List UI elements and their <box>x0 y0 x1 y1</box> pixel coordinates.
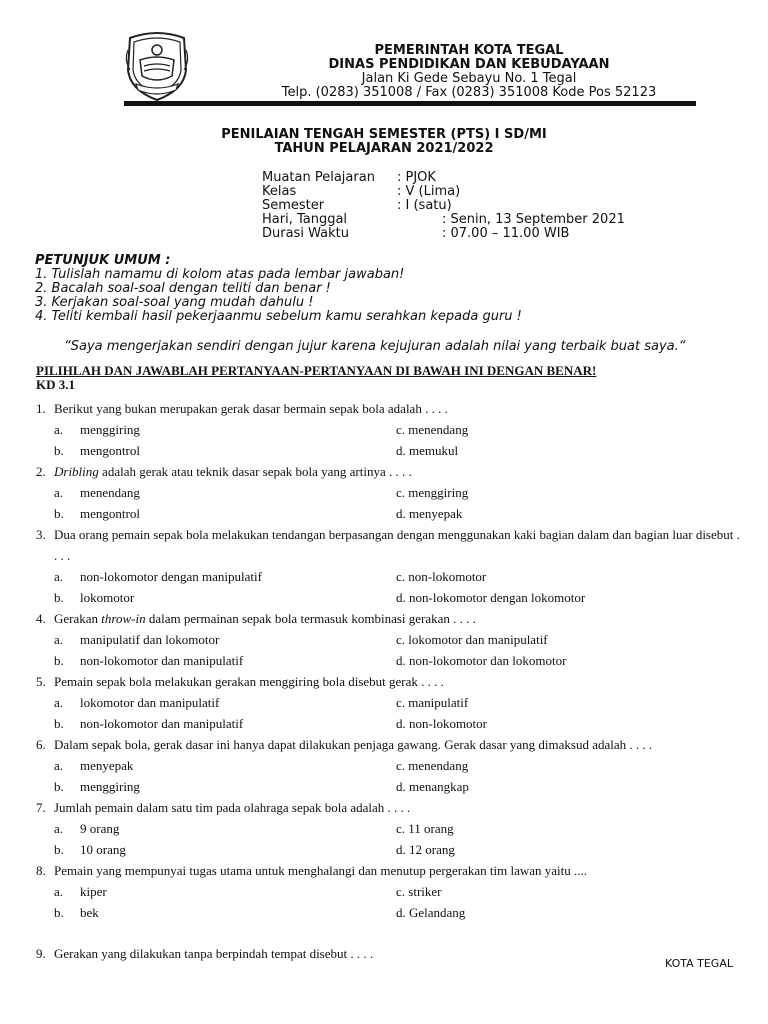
letterhead <box>200 44 738 100</box>
question-term: throw-in <box>101 611 146 626</box>
kd-label: KD 3.1 <box>36 377 75 392</box>
question-item <box>36 797 742 860</box>
question-item <box>36 524 742 608</box>
question-text <box>36 734 742 755</box>
option-c[interactable]: c. lokomotor dan manipulatif <box>396 632 548 647</box>
option-row <box>36 419 742 440</box>
info-value: : I (satu) <box>397 198 452 213</box>
letterhead-department: DINAS PENDIDIKAN DAN KEBUDAYAAN <box>328 57 610 72</box>
letterhead-divider <box>124 101 696 106</box>
option-d[interactable]: d. Gelandang <box>396 905 466 920</box>
info-value: : PJOK <box>397 170 436 185</box>
question-item <box>36 671 742 734</box>
section-instruction: PILIHLAH DAN JAWABLAH PERTANYAAN-PERTANYAAN DI BAWAH INI DENGAN BENAR! <box>36 363 597 378</box>
question-text <box>36 461 742 482</box>
question-number: 8. <box>36 863 46 878</box>
option-row <box>36 881 742 902</box>
question-term: Dribling <box>54 464 99 479</box>
question-number: 5. <box>36 674 46 689</box>
option-c[interactable]: c. 11 orang <box>396 821 454 836</box>
option-row <box>36 902 742 923</box>
option-letter: b. <box>54 779 64 794</box>
option-row <box>36 839 742 860</box>
option-letter: a. <box>54 422 64 437</box>
letterhead-contact: Telp. (0283) 351008 / Fax (0283) 351008 Kode Pos 52123 <box>281 85 657 100</box>
option-letter: a. <box>54 821 64 836</box>
question-item <box>36 734 742 797</box>
option-letter: b. <box>54 506 64 521</box>
option-row <box>36 566 742 587</box>
option-row <box>36 503 742 524</box>
option-d[interactable]: d. menangkap <box>396 779 469 794</box>
question-body: Gerakan yang dilakukan tanpa berpindah tempat disebut . . . . <box>54 946 374 961</box>
info-value: : 07.00 – 11.00 WIB <box>442 226 570 241</box>
option-letter: a. <box>54 695 64 710</box>
question-body: Pemain sepak bola melakukan gerakan menggiring bola disebut gerak . . . . <box>54 674 444 689</box>
question-number: 3. <box>36 527 46 542</box>
option-text: non-lokomotor dan manipulatif <box>80 716 244 731</box>
questions-section <box>36 364 742 964</box>
option-text: non-lokomotor dan manipulatif <box>80 653 244 668</box>
question-text <box>36 797 742 818</box>
option-text: kiper <box>80 884 107 899</box>
option-d[interactable]: d. menyepak <box>396 506 463 521</box>
question-body: Jumlah pemain dalam satu tim pada olahraga sepak bola adalah . . . . <box>54 800 411 815</box>
option-d[interactable]: d. memukul <box>396 443 459 458</box>
kota-tegal-emblem-logo <box>120 30 194 104</box>
option-text: menyepak <box>80 758 134 773</box>
option-letter: b. <box>54 443 64 458</box>
option-letter: a. <box>54 485 64 500</box>
option-row <box>36 776 742 797</box>
option-d[interactable]: d. non-lokomotor <box>396 716 487 731</box>
info-label: Muatan Pelajaran <box>262 170 375 185</box>
option-letter: b. <box>54 842 64 857</box>
letterhead-address: Jalan Ki Gede Sebayu No. 1 Tegal <box>361 71 577 86</box>
exam-title <box>0 128 768 156</box>
option-c[interactable]: c. non-lokomotor <box>396 569 487 584</box>
honesty-quote: “Saya mengerjakan sendiri dengan jujur karena kejujuran adalah nilai yang terbaik buat saya.“ <box>64 339 686 354</box>
option-letter: b. <box>54 653 64 668</box>
option-row <box>36 482 742 503</box>
question-number: 9. <box>36 946 46 961</box>
question-text <box>36 524 742 566</box>
option-text: lokomotor dan manipulatif <box>80 695 220 710</box>
option-text: menggiring <box>80 422 140 437</box>
instruction-item: 4. Teliti kembali hasil pekerjaanmu sebelum kamu serahkan kepada guru ! <box>35 309 522 324</box>
info-value: : V (Lima) <box>397 184 461 199</box>
question-text <box>36 671 742 692</box>
option-text: 10 orang <box>80 842 126 857</box>
option-text: mengontrol <box>80 443 140 458</box>
option-text: manipulatif dan lokomotor <box>80 632 220 647</box>
question-body: dalam permainan sepak bola termasuk kombinasi gerakan . . . . <box>145 611 476 626</box>
instructions-heading: PETUNJUK UMUM : <box>35 253 171 268</box>
option-row <box>36 818 742 839</box>
option-letter: b. <box>54 716 64 731</box>
question-text <box>36 943 742 964</box>
option-row <box>36 755 742 776</box>
question-body: Dua orang pemain sepak bola melakukan tendangan berpasangan dengan menggunakan kaki bagian dalam dan bagian luar disebut . . . . <box>54 527 740 563</box>
general-instructions <box>35 254 522 324</box>
option-c[interactable]: c. menendang <box>396 758 469 773</box>
option-row <box>36 587 742 608</box>
instruction-item: 3. Kerjakan soal-soal yang mudah dahulu ! <box>35 295 314 310</box>
option-text: mengontrol <box>80 506 140 521</box>
instruction-item: 2. Bacalah soal-soal dengan teliti dan benar ! <box>35 281 331 296</box>
option-row <box>36 713 742 734</box>
question-number: 4. <box>36 611 46 626</box>
instruction-item: 1. Tulislah namamu di kolom atas pada lembar jawaban! <box>35 267 405 282</box>
option-c[interactable]: c. menendang <box>396 422 469 437</box>
question-number: 1. <box>36 401 46 416</box>
question-item <box>36 943 742 964</box>
option-letter: b. <box>54 590 64 605</box>
option-d[interactable]: d. non-lokomotor dengan lokomotor <box>396 590 586 605</box>
option-letter: a. <box>54 632 64 647</box>
option-d[interactable]: d. 12 orang <box>396 842 455 857</box>
question-item <box>36 608 742 671</box>
option-letter: a. <box>54 569 64 584</box>
question-text <box>36 860 742 881</box>
letterhead-government: PEMERINTAH KOTA TEGAL <box>374 43 564 58</box>
option-c[interactable]: c. manipulatif <box>396 695 469 710</box>
question-prefix: Gerakan <box>54 611 102 626</box>
option-row <box>36 440 742 461</box>
option-c[interactable]: c. striker <box>396 884 442 899</box>
option-d[interactable]: d. non-lokomotor dan lokomotor <box>396 653 567 668</box>
exam-title-line2: TAHUN PELAJARAN 2021/2022 <box>274 141 494 156</box>
option-text: lokomotor <box>80 590 135 605</box>
question-item <box>36 398 742 461</box>
question-text <box>36 608 742 629</box>
question-item <box>36 860 742 923</box>
info-label: Kelas <box>262 184 297 199</box>
question-text <box>36 398 742 419</box>
info-label: Semester <box>262 198 325 213</box>
option-letter: b. <box>54 905 64 920</box>
option-letter: a. <box>54 758 64 773</box>
option-text: menendang <box>80 485 140 500</box>
exam-title-line1: PENILAIAN TENGAH SEMESTER (PTS) I SD/MI <box>221 127 547 142</box>
option-letter: a. <box>54 884 64 899</box>
info-label: Durasi Waktu <box>262 226 349 241</box>
option-text: non-lokomotor dengan manipulatif <box>80 569 262 584</box>
spacer <box>36 923 742 943</box>
option-row <box>36 650 742 671</box>
option-row <box>36 629 742 650</box>
option-text: menggiring <box>80 779 140 794</box>
question-body: Dalam sepak bola, gerak dasar ini hanya dapat dilakukan penjaga gawang. Gerak dasar yang dimaksud adalah . . . . <box>54 737 653 752</box>
page-footer: KOTA TEGAL <box>664 957 733 970</box>
question-number: 7. <box>36 800 46 815</box>
question-body: Berikut yang bukan merupakan gerak dasar bermain sepak bola adalah . . . . <box>54 401 448 416</box>
question-number: 6. <box>36 737 46 752</box>
question-body: Pemain yang mempunyai tugas utama untuk menghalangi dan menutup pergerakan tim lawan yaitu .... <box>54 863 587 878</box>
question-item <box>36 461 742 524</box>
option-text: 9 orang <box>80 821 120 836</box>
info-label: Hari, Tanggal <box>262 212 348 227</box>
option-c[interactable]: c. menggiring <box>396 485 469 500</box>
info-value: : Senin, 13 September 2021 <box>442 212 625 227</box>
option-row <box>36 692 742 713</box>
option-text: bek <box>80 905 99 920</box>
question-number: 2. <box>36 464 46 479</box>
question-body: adalah gerak atau teknik dasar sepak bola yang artinya . . . . <box>98 464 412 479</box>
